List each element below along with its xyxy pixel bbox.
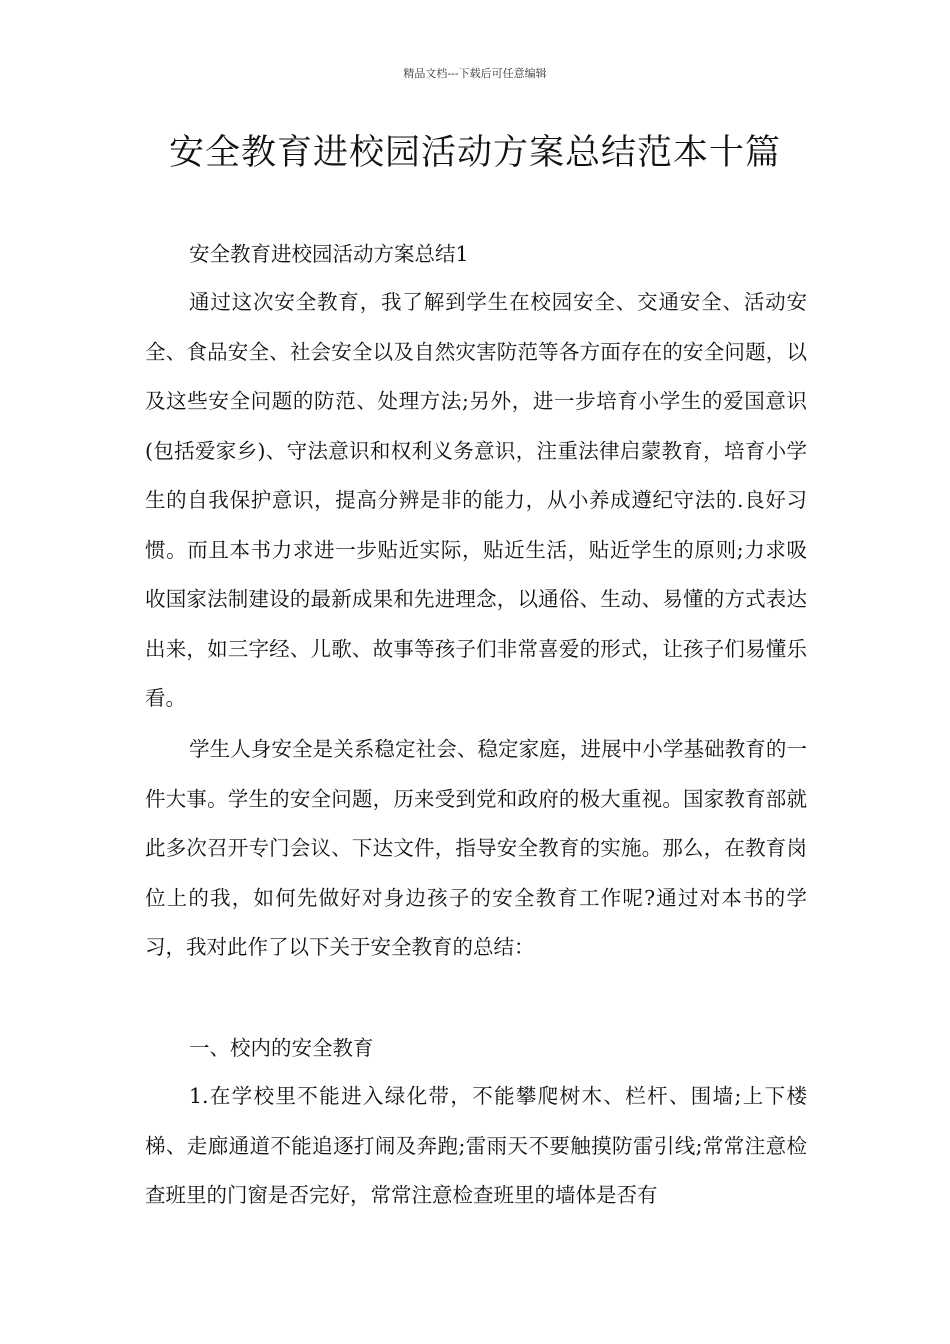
subtitle-summary-1: 安全教育进校园活动方案总结1 xyxy=(189,242,469,266)
document-title: 安全教育进校园活动方案总结范本十篇 xyxy=(168,133,781,173)
paragraph-1: 通过这次安全教育，我了解到学生在校园安全、交通安全、活动安全、食品安全、社会安全以及自然灾害防范等各方面存在的安全问题，以及这些安全问题的防范、处理方法;另外，进一步培育小学生的爱国意识(包括爱家乡)、守法意识和权利义务意识，注重法律启蒙教育，培育小学生的自我保护意识，提高分辨是非的能力，从小养成遵纪守法的.良好习惯。而且本书力求进一步贴近实际，贴近生活，贴近学生的原则;力求吸收国家法制建设的最新成果和先进理念，以通俗、生动、易懂的方式表达出来，如三字经、儿歌、故事等孩子们非常喜爱的形式，让孩子们易懂乐看。 xyxy=(145,290,807,710)
section-heading-1: 一、校内的安全教育 xyxy=(189,1036,374,1060)
page-header-note: 精品文档---下载后可任意编辑 xyxy=(403,67,547,80)
paragraph-2: 学生人身安全是关系稳定社会、稳定家庭，进展中小学基础教育的一件大事。学生的安全问题，历来受到党和政府的极大重视。国家教育部就此多次召开专门会议、下达文件，指导安全教育的实施。那么，在教育岗位上的我，如何先做好对身边孩子的安全教育工作呢?通过对本书的学习，我对此作了以下关于安全教育的总结： xyxy=(145,737,807,959)
list-item-1: 1.在学校里不能进入绿化带，不能攀爬树木、栏杆、围墙;上下楼梯、走廊通道不能追逐打闹及奔跑;雷雨天不要触摸防雷引线;常常注意检查班里的门窗是否完好，常常注意检查班里的墙体是否有 xyxy=(145,1084,807,1207)
